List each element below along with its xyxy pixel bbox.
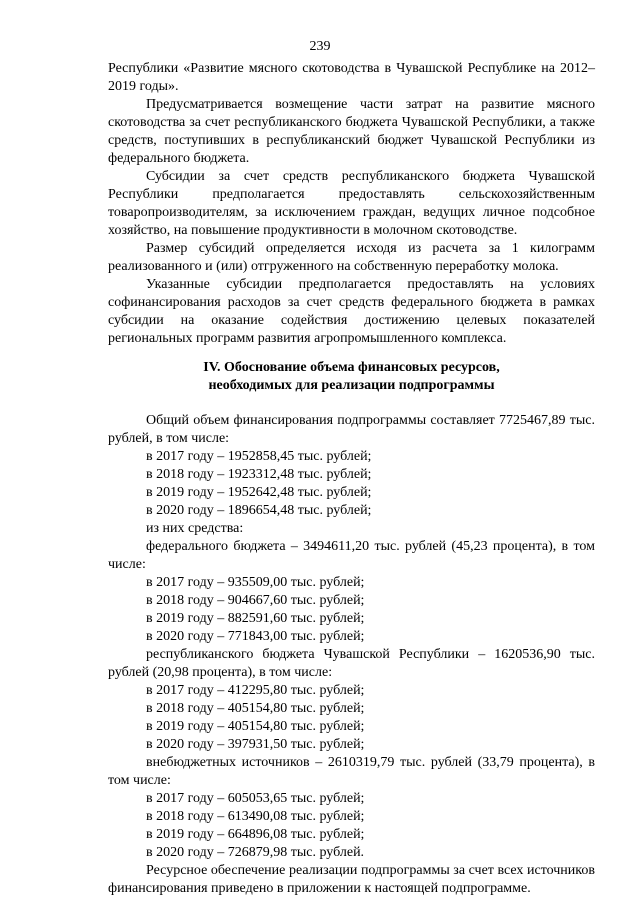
closing-paragraph: Ресурсное обеспечение реализации подпрограммы за счет всех источников финансирования приведено в приложении к настоящей подпрограмме.	[108, 863, 595, 896]
year-line: в 2019 году – 664896,08 тыс. рублей;	[146, 827, 365, 842]
year-line: в 2018 году – 613490,08 тыс. рублей;	[146, 809, 365, 824]
year-line: в 2020 году – 1896654,48 тыс. рублей;	[146, 503, 372, 518]
year-line: в 2020 году – 726879,98 тыс. рублей.	[146, 845, 365, 860]
year-line: в 2020 году – 397931,50 тыс. рублей;	[146, 737, 365, 752]
year-line: в 2018 году – 904667,60 тыс. рублей;	[146, 593, 365, 608]
year-line: в 2017 году – 935509,00 тыс. рублей;	[146, 575, 365, 590]
paragraph: Размер субсидий определяется исходя из расчета за 1 килограмм реализованного и (или) отгруженного на собственную переработку молока.	[108, 241, 595, 274]
year-line: в 2017 году – 1952858,45 тыс. рублей;	[146, 449, 372, 464]
paragraph: Указанные субсидии предполагается предоставлять на условиях софинансирования расходов за счет средств федерального бюджета в рамках субсидии на оказание содействия достижению целевых показателей региональных программ развития агропромышленного комплекса.	[108, 277, 595, 346]
total-funding: Общий объем финансирования подпрограммы составляет 7725467,89 тыс. рублей, в том числе:	[108, 413, 595, 446]
extrabudgetary-funding: внебюджетных источников – 2610319,79 тыс. рублей (33,79 процента), в том числе:	[108, 755, 595, 788]
year-line: в 2018 году – 405154,80 тыс. рублей;	[146, 701, 365, 716]
section-heading-line: необходимых для реализации подпрограммы	[208, 378, 495, 393]
paragraph: Субсидии за счет средств республиканского бюджета Чувашской Республики предполагается предоставлять сельскохозяйственным товаропроизводителям, за исключением граждан, ведущих личное подсобное хозяйство, на повышение продуктивности в молочном скотоводстве.	[108, 169, 595, 238]
republican-funding: республиканского бюджета Чувашской Республики – 1620536,90 тыс. рублей (20,98 процента), в том числе:	[108, 647, 595, 680]
federal-funding: федерального бюджета – 3494611,20 тыс. рублей (45,23 процента), в том числе:	[108, 539, 595, 572]
document-body	[108, 60, 595, 898]
page-number: 239	[309, 39, 331, 54]
paragraph: Республики «Развитие мясного скотоводства в Чувашской Республике на 2012–2019 годы».	[108, 61, 595, 94]
section-heading	[108, 359, 595, 395]
section-heading-line: IV. Обоснование объема финансовых ресурсов,	[203, 360, 500, 375]
year-line: в 2017 году – 605053,65 тыс. рублей;	[146, 791, 365, 806]
sources-label: из них средства:	[146, 521, 244, 536]
year-line: в 2019 году – 1952642,48 тыс. рублей;	[146, 485, 372, 500]
year-line: в 2019 году – 405154,80 тыс. рублей;	[146, 719, 365, 734]
year-line: в 2020 году – 771843,00 тыс. рублей;	[146, 629, 365, 644]
year-line: в 2018 году – 1923312,48 тыс. рублей;	[146, 467, 372, 482]
paragraph: Предусматривается возмещение части затрат на развитие мясного скотоводства за счет республиканского бюджета Чувашской Республики, а также средств, поступивших в республиканский бюджет Чувашской Республики из федерального бюджета.	[108, 97, 595, 166]
year-line: в 2019 году – 882591,60 тыс. рублей;	[146, 611, 365, 626]
year-line: в 2017 году – 412295,80 тыс. рублей;	[146, 683, 365, 698]
